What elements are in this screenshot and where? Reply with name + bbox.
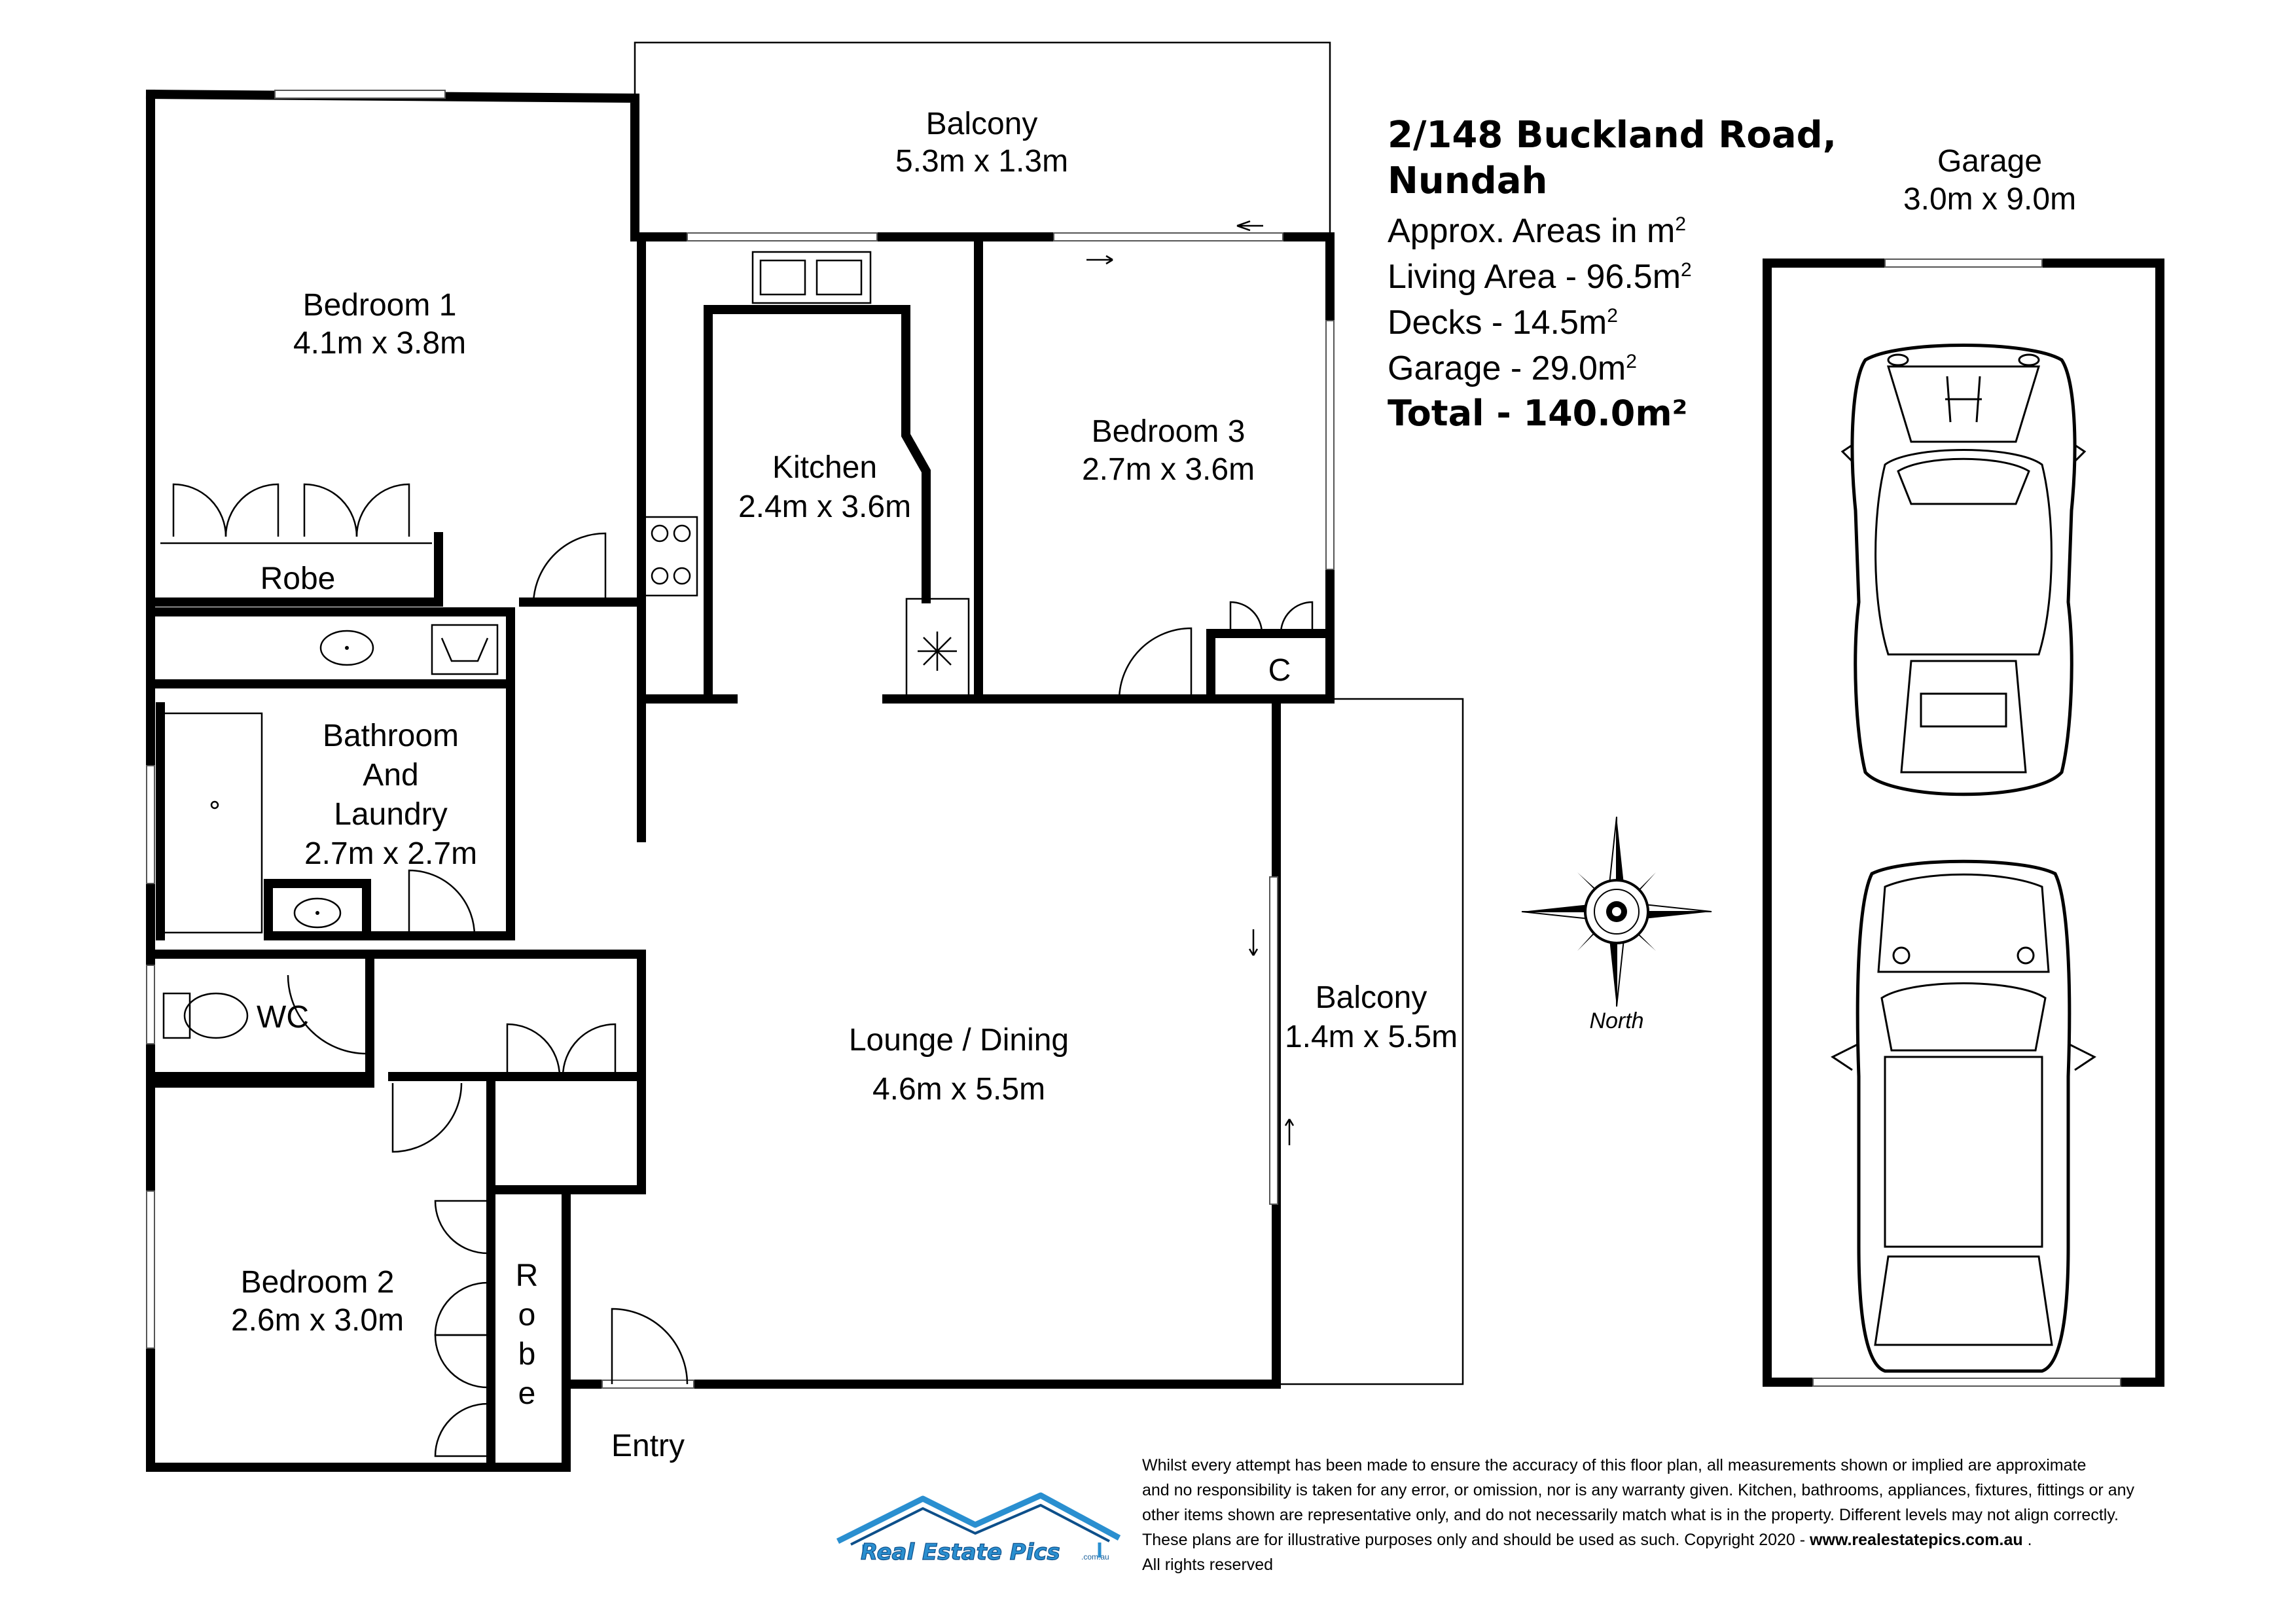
- disclaimer-line3: other items shown are representative only, and do not necessarily match what is in the property. Different levels may not align correctly.: [1142, 1506, 2119, 1524]
- bedroom2-size: 2.6m x 3.0m: [230, 1303, 404, 1338]
- compass-rose-icon: [1522, 817, 1712, 1033]
- bedroom3-size: 2.7m x 3.6m: [1081, 452, 1255, 487]
- company-logo: [838, 1495, 1119, 1565]
- areas-garage: Garage - $29.0m^2$: [1388, 349, 1637, 387]
- robe2-letter-r: R: [515, 1258, 539, 1293]
- balcony-top-name: Balcony: [925, 107, 1038, 141]
- bathroom-line1: Bathroom: [322, 719, 459, 753]
- suv-car-icon: [1833, 861, 2094, 1371]
- fixtures: [164, 252, 969, 1038]
- logo-brand: Real Estate Pics: [861, 1539, 1060, 1565]
- sedan-car-icon: [1842, 346, 2085, 794]
- balcony-top-size: 5.3m x 1.3m: [895, 144, 1069, 179]
- address-line1: 2/148 Buckland Road,: [1388, 114, 1837, 156]
- robe2-letter-b: b: [518, 1337, 536, 1372]
- bedroom1-name: Bedroom 1: [302, 288, 457, 323]
- bathroom-line3: Laundry: [334, 797, 448, 832]
- bathroom-size: 2.7m x 2.7m: [304, 836, 478, 871]
- balcony-right-name: Balcony: [1315, 980, 1427, 1015]
- areas-approx: Approx. Areas in $m^2$: [1388, 212, 1686, 250]
- areas-total: Total - 140.0m²: [1388, 393, 1688, 434]
- robe2-letter-o: o: [518, 1298, 536, 1332]
- garage-name: Garage: [1937, 144, 2043, 179]
- disclaimer-line5: All rights reserved: [1142, 1556, 1274, 1574]
- bathroom-line2: And: [363, 758, 419, 793]
- balcony-right-size: 1.4m x 5.5m: [1284, 1020, 1458, 1054]
- entry-name: Entry: [611, 1429, 685, 1463]
- website-link[interactable]: www.realestatepics.com.au: [1810, 1531, 2023, 1549]
- disclaimer-line4: These plans are for illustrative purposes only and should be used as such. Copyright 2020 - www.realestatepics.com.au .: [1142, 1531, 2032, 1549]
- garage-size: 3.0m x 9.0m: [1903, 182, 2077, 217]
- areas-decks: Decks - $14.5m^2$: [1388, 304, 1618, 342]
- bedroom1-size: 4.1m x 3.8m: [293, 326, 467, 361]
- disclaimer: [1142, 1456, 2135, 1574]
- robe2-letter-e: e: [518, 1376, 536, 1411]
- bedroom2-name: Bedroom 2: [240, 1265, 395, 1300]
- wc-name: WC: [257, 1000, 309, 1035]
- logo-url: .com.au: [1081, 1552, 1109, 1561]
- robe1-name: Robe: [260, 562, 336, 596]
- lounge-name: Lounge / Dining: [848, 1023, 1069, 1058]
- fan-icon: [918, 632, 957, 671]
- bedroom3-name: Bedroom 3: [1091, 414, 1246, 449]
- kitchen-size: 2.4m x 3.6m: [738, 490, 912, 524]
- kitchen-name: Kitchen: [772, 450, 878, 485]
- lounge-size: 4.6m x 5.5m: [872, 1072, 1046, 1107]
- disclaimer-line1: Whilst every attempt has been made to ensure the accuracy of this floor plan, all measurements shown or implied are approximate: [1142, 1456, 2087, 1474]
- areas-living: Living Area - $96.5m^2$: [1388, 258, 1692, 296]
- cupboard-name: C: [1268, 653, 1291, 688]
- address-line2: Nundah: [1388, 160, 1548, 202]
- compass-north-label: North: [1589, 1008, 1644, 1033]
- disclaimer-line2: and no responsibility is taken for any error, or omission, nor is any warranty given. Kitchen, bathrooms, appliances, fixtures, fittings or any: [1142, 1481, 2135, 1499]
